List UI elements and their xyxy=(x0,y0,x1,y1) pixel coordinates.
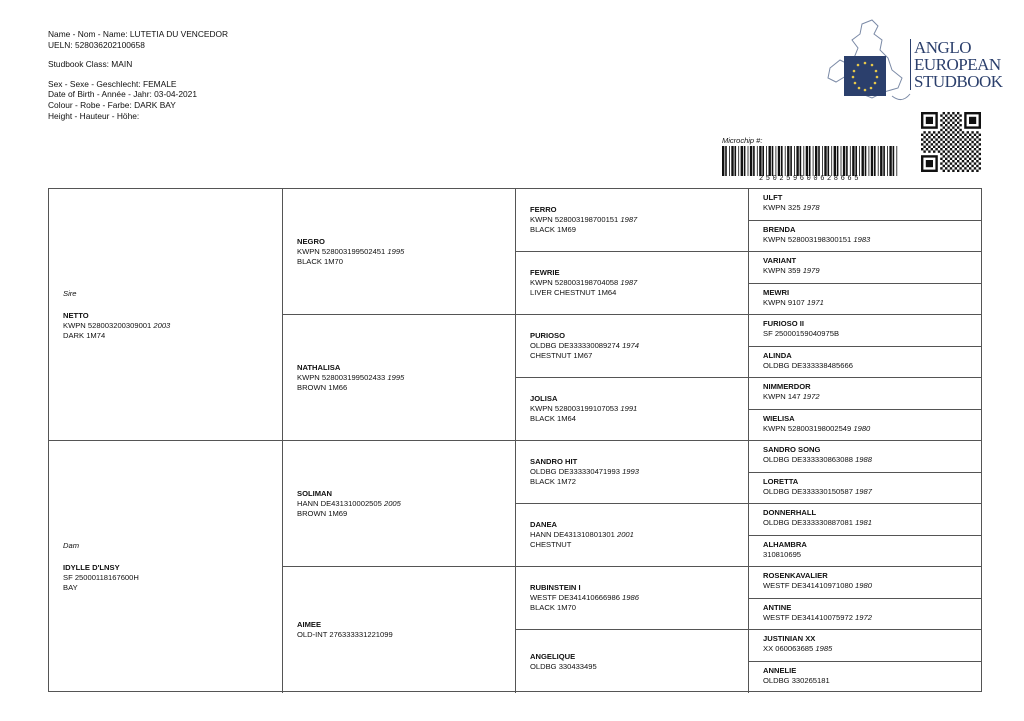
dam-relation-label: Dam xyxy=(63,541,80,550)
gen4-ancestor-cell xyxy=(749,567,981,599)
ancestor-name: FEWRIE xyxy=(530,268,560,277)
ancestor-registration: OLDBG DE333338485666 xyxy=(763,360,853,370)
ancestor-colour: BLACK 1M64 xyxy=(530,414,577,423)
ancestor-registration: HANN DE431310801301 2001 xyxy=(530,530,634,539)
ancestor-registration: KWPN 528003198704058 1987 xyxy=(530,278,638,287)
ancestor-registration: OLDBG DE333330863088 1988 xyxy=(763,455,872,464)
gen3-ancestor-cell xyxy=(516,315,749,378)
gen4-ancestor-cell xyxy=(749,284,981,316)
ancestor-registration: KWPN 359 1979 xyxy=(763,266,820,275)
gen4-ancestor-cell xyxy=(749,473,981,505)
gen3-ancestor-cell xyxy=(516,252,749,315)
ancestor-registration: WESTF DE341410075972 1972 xyxy=(763,612,872,622)
logo-line-anglo: ANGLO xyxy=(910,39,1003,56)
ancestor-name: ULFT xyxy=(763,193,783,202)
ancestor-colour: BLACK 1M69 xyxy=(530,225,577,234)
ancestor-name: NIMMERDOR xyxy=(763,382,811,391)
dam-registration: SF 25000118167600H xyxy=(63,573,139,582)
ancestor-registration: KWPN 528003198002549 1980 xyxy=(763,423,871,433)
ancestor-name: AIMEE xyxy=(297,620,322,629)
ancestor-registration: KWPN 147 1972 xyxy=(763,392,820,401)
ancestor-name: ALHAMBRA xyxy=(763,539,807,549)
gen4-ancestor-cell xyxy=(749,630,981,662)
gen4-ancestor-cell xyxy=(749,410,981,442)
sire-cell xyxy=(49,189,283,441)
ancestor-name: RUBINSTEIN I xyxy=(530,583,581,592)
gen4-ancestor-cell xyxy=(749,441,981,473)
ancestor-name: ALINDA xyxy=(763,350,792,360)
ancestor-registration: WESTF DE341410971080 1980 xyxy=(763,581,872,590)
ancestor-registration: OLDBG DE333330089274 1974 xyxy=(530,341,639,350)
sire-registration: KWPN 528003200309001 2003 xyxy=(63,320,171,330)
ancestor-registration: OLDBG 330265181 xyxy=(763,675,830,685)
ancestor-colour: CHESTNUT xyxy=(530,540,572,549)
ancestor-registration: OLDBG 330433495 xyxy=(530,661,597,671)
dam-colour: BAY xyxy=(63,583,78,592)
horse-info-block xyxy=(48,29,228,121)
gen2-ancestor-cell xyxy=(283,315,516,441)
ancestor-name: VARIANT xyxy=(763,256,797,265)
ancestor-name: SOLIMAN xyxy=(297,488,333,498)
horse-name-line: Name - Nom - Name: LUTETIA DU VENCEDOR xyxy=(48,29,229,39)
ancestor-name: SANDRO SONG xyxy=(763,445,821,454)
ancestor-registration: SF 25000159040975B xyxy=(763,329,840,338)
colour-line: Colour - Robe - Farbe: DARK BAY xyxy=(48,99,176,110)
ancestor-colour: BLACK 1M70 xyxy=(297,256,344,266)
ancestor-registration: KWPN 528003199107053 1991 xyxy=(530,404,638,413)
studbook-class-line: Studbook Class: MAIN xyxy=(48,59,133,70)
ancestor-registration: KWPN 9107 1971 xyxy=(763,297,824,307)
ancestor-name: ANTINE xyxy=(763,602,792,612)
ancestor-name: JOLISA xyxy=(530,394,558,403)
ancestor-name: ANGELIQUE xyxy=(530,651,576,661)
ancestor-name: WIELISA xyxy=(763,413,795,423)
microchip-number: 250259600628665 xyxy=(758,175,861,183)
dam-cell xyxy=(49,441,283,693)
ancestor-name: JUSTINIAN XX xyxy=(763,634,816,643)
microchip-barcode xyxy=(722,146,898,176)
ancestor-name: SANDRO HIT xyxy=(530,457,578,466)
ancestor-name: LORETTA xyxy=(763,476,799,486)
ancestor-registration: KWPN 325 1978 xyxy=(763,203,820,212)
ancestor-name: DONNERHALL xyxy=(763,508,817,517)
sire-name: NETTO xyxy=(63,310,89,320)
gen4-ancestor-cell xyxy=(749,347,981,379)
ancestor-colour: BROWN 1M69 xyxy=(297,508,348,518)
qr-code-icon xyxy=(921,112,981,172)
ancestor-registration: OLDBG DE333330887081 1981 xyxy=(763,518,872,527)
ancestor-name: FERRO xyxy=(530,205,557,214)
ancestor-registration: OLD-INT 276333331221099 xyxy=(297,630,393,639)
height-line: Height - Hauteur - Höhe: xyxy=(48,110,140,121)
gen4-ancestor-cell xyxy=(749,662,981,694)
gen4-ancestor-cell xyxy=(749,378,981,410)
gen3-ancestor-cell xyxy=(516,441,749,504)
ancestor-registration: XX 060063685 1985 xyxy=(763,644,833,653)
ancestor-colour: BLACK 1M70 xyxy=(530,603,577,612)
gen4-ancestor-cell xyxy=(749,189,981,221)
gen4-ancestor-cell xyxy=(749,315,981,347)
ancestor-name: NEGRO xyxy=(297,236,325,246)
gen2-ancestor-cell xyxy=(283,441,516,567)
sire-colour: DARK 1M74 xyxy=(63,330,106,340)
gen3-ancestor-cell xyxy=(516,567,749,630)
ancestor-registration: WESTF DE341410666986 1986 xyxy=(530,593,639,602)
sire-relation-label: Sire xyxy=(63,288,77,298)
gen3-ancestor-cell xyxy=(516,189,749,252)
gen4-ancestor-cell xyxy=(749,536,981,568)
ancestor-name: PURIOSO xyxy=(530,331,566,340)
dam-name: IDYLLE D'LNSY xyxy=(63,563,120,572)
ancestor-name: ROSENKAVALIER xyxy=(763,571,828,580)
ancestor-registration: KWPN 528003199502433 1995 xyxy=(297,372,405,382)
ancestor-colour: BROWN 1M66 xyxy=(297,382,348,392)
ancestor-name: ANNELIE xyxy=(763,665,797,675)
ancestor-colour: LIVER CHESTNUT 1M64 xyxy=(530,288,617,297)
ancestor-name: NATHALISA xyxy=(297,362,341,372)
logo-line-studbook: STUDBOOK xyxy=(910,73,1003,90)
ancestor-registration: KWPN 528003198700151 1987 xyxy=(530,215,638,224)
ancestor-name: BRENDA xyxy=(763,224,796,234)
ancestor-colour: CHESTNUT 1M67 xyxy=(530,351,593,360)
ancestor-name: MEWRI xyxy=(763,287,790,297)
ancestor-registration: HANN DE431310002505 2005 xyxy=(297,498,401,508)
gen4-ancestor-cell xyxy=(749,504,981,536)
gen4-ancestor-cell xyxy=(749,221,981,253)
date-of-birth-line: Date of Birth - Année - Jahr: 03-04-2021 xyxy=(48,89,197,100)
gen4-ancestor-cell xyxy=(749,599,981,631)
ancestor-registration: OLDBG DE333330150587 1987 xyxy=(763,486,872,496)
gen4-ancestor-cell xyxy=(749,252,981,284)
pedigree-table xyxy=(48,188,982,692)
ancestor-registration: OLDBG DE333330471993 1993 xyxy=(530,467,639,476)
gen3-ancestor-cell xyxy=(516,504,749,567)
ueln-line: UELN: 528036202100658 xyxy=(48,39,145,50)
gen2-ancestor-cell xyxy=(283,567,516,693)
ancestor-colour: BLACK 1M72 xyxy=(530,477,577,486)
ancestor-registration: KWPN 528003199502451 1995 xyxy=(297,246,405,256)
gen3-ancestor-cell xyxy=(516,378,749,441)
gen2-ancestor-cell xyxy=(283,189,516,315)
ancestor-registration: 310810695 xyxy=(763,549,802,559)
ancestor-name: DANEA xyxy=(530,520,558,529)
microchip-label: Microchip #: xyxy=(722,136,763,145)
ancestor-registration: KWPN 528003198300151 1983 xyxy=(763,234,871,244)
studbook-logo-text xyxy=(910,39,1003,90)
logo-line-european: EUROPEAN xyxy=(910,56,1003,73)
sex-line: Sex - Sexe - Geschlecht: FEMALE xyxy=(48,78,177,89)
ancestor-name: FURIOSO II xyxy=(763,319,804,328)
gen3-ancestor-cell xyxy=(516,630,749,693)
